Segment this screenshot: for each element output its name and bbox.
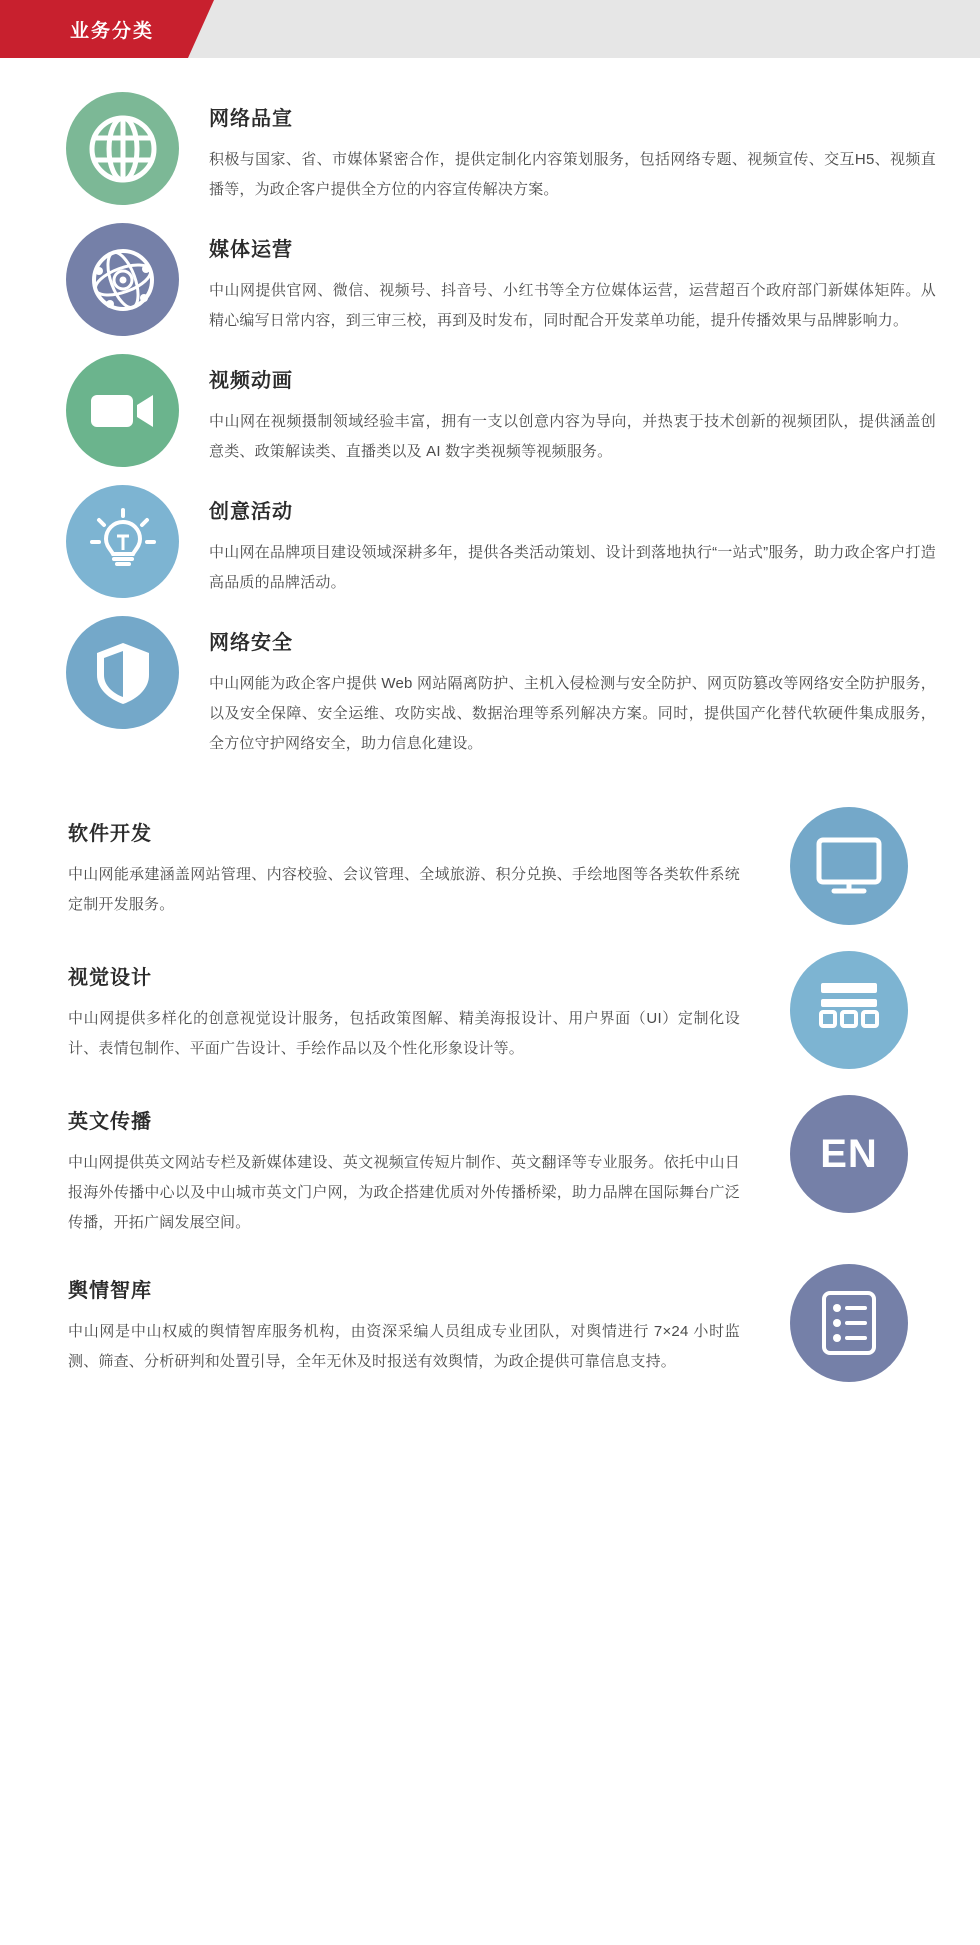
layout-design-icon — [790, 951, 908, 1069]
service-item-network-security — [0, 616, 980, 759]
icon-container — [60, 616, 185, 729]
service-item-media-operation — [0, 223, 980, 336]
service-title: 网络安全 — [209, 632, 293, 654]
primary-section — [0, 92, 980, 759]
text-container — [68, 1264, 774, 1377]
globe-grid-icon — [66, 92, 179, 205]
text-container — [185, 354, 944, 467]
service-item-software-development — [0, 807, 980, 925]
section-divider-space — [0, 777, 980, 807]
en-label: EN — [820, 1131, 878, 1176]
service-title: 创意活动 — [209, 501, 293, 523]
video-camera-icon — [66, 354, 179, 467]
service-item-network-promotion — [0, 92, 980, 205]
service-title: 视频动画 — [209, 370, 293, 392]
text-container — [68, 807, 774, 920]
service-description: 积极与国家、省、市媒体紧密合作，提供定制化内容策划服务，包括网络专题、视频宣传、交互H5、视频直播等，为政企客户提供全方位的内容宣传解决方案。 — [209, 151, 936, 198]
service-description: 中山网能承建涵盖网站管理、内容校验、会议管理、全域旅游、积分兑换、手绘地图等各类软件系统定制开发服务。 — [68, 866, 740, 913]
service-item-creative-activity — [0, 485, 980, 598]
icon-container — [60, 92, 185, 205]
service-description: 中山网提供多样化的创意视觉设计服务，包括政策图解、精美海报设计、用户界面（UI）定制化设计、表情包制作、平面广告设计、手绘作品以及个性化形象设计等。 — [68, 1010, 740, 1057]
text-container — [185, 485, 944, 598]
service-description: 中山网能为政企客户提供 Web 网站隔离防护、主机入侵检测与安全防护、网页防篡改等网络安全防护服务，以及安全保障、安全运维、攻防实战、数据治理等系列解决方案。同时，提供国产化替代软硬件集成服务，全方位守护网络安全，助力信息化建设。 — [209, 675, 936, 752]
content-area — [0, 92, 980, 1382]
service-item-public-opinion-thinktank — [0, 1264, 980, 1382]
icon-container — [774, 951, 924, 1069]
server-database-icon — [790, 1264, 908, 1382]
service-description: 中山网是中山权威的舆情智库服务机构，由资深采编人员组成专业团队，对舆情进行 7×24 小时监测、筛查、分析研判和处置引导，全年无休及时报送有效舆情，为政企提供可靠信息支持。 — [68, 1323, 740, 1370]
service-item-visual-design — [0, 951, 980, 1069]
text-container — [185, 223, 944, 336]
service-description: 中山网在视频摄制领域经验丰富，拥有一支以创意内容为导向，并热衷于技术创新的视频团队，提供涵盖创意类、政策解读类、直播类以及 AI 数字类视频等视频服务。 — [209, 413, 936, 460]
service-description: 中山网在品牌项目建设领域深耕多年，提供各类活动策划、设计到落地执行“一站式”服务，助力政企客户打造高品质的品牌活动。 — [209, 544, 936, 591]
en-language-icon — [790, 1095, 908, 1213]
shield-security-icon — [66, 616, 179, 729]
service-title: 软件开发 — [68, 823, 152, 845]
service-title: 媒体运营 — [209, 239, 293, 261]
service-description: 中山网提供英文网站专栏及新媒体建设、英文视频宣传短片制作、英文翻译等专业服务。依托中山日报海外传播中心以及中山城市英文门户网，为政企搭建优质对外传播桥梁，助力品牌在国际舞台广泛传播，开拓广阔发展空间。 — [68, 1154, 740, 1231]
text-container — [68, 1095, 774, 1238]
header-tab-label: 业务分类 — [70, 20, 155, 42]
lightbulb-idea-icon — [66, 485, 179, 598]
text-container — [68, 951, 774, 1064]
text-container — [185, 616, 944, 759]
service-title: 视觉设计 — [68, 967, 152, 989]
header-tab-business-category — [0, 0, 188, 58]
icon-container — [60, 485, 185, 598]
service-title: 网络品宣 — [209, 108, 293, 130]
service-item-video-animation — [0, 354, 980, 467]
secondary-section — [0, 807, 980, 1382]
service-item-english-communication — [0, 1095, 980, 1238]
icon-container — [60, 354, 185, 467]
monitor-display-icon — [790, 807, 908, 925]
page-header — [0, 0, 980, 58]
service-title: 舆情智库 — [68, 1280, 152, 1302]
icon-container — [60, 223, 185, 336]
media-network-icon — [66, 223, 179, 336]
service-description: 中山网提供官网、微信、视频号、抖音号、小红书等全方位媒体运营，运营超百个政府部门新媒体矩阵。从精心编写日常内容，到三审三校，再到及时发布，同时配合开发菜单功能，提升传播效果与品牌影响力。 — [209, 282, 936, 329]
text-container — [185, 92, 944, 205]
icon-container — [774, 807, 924, 925]
icon-container — [774, 1095, 924, 1213]
service-title: 英文传播 — [68, 1111, 152, 1133]
icon-container — [774, 1264, 924, 1382]
